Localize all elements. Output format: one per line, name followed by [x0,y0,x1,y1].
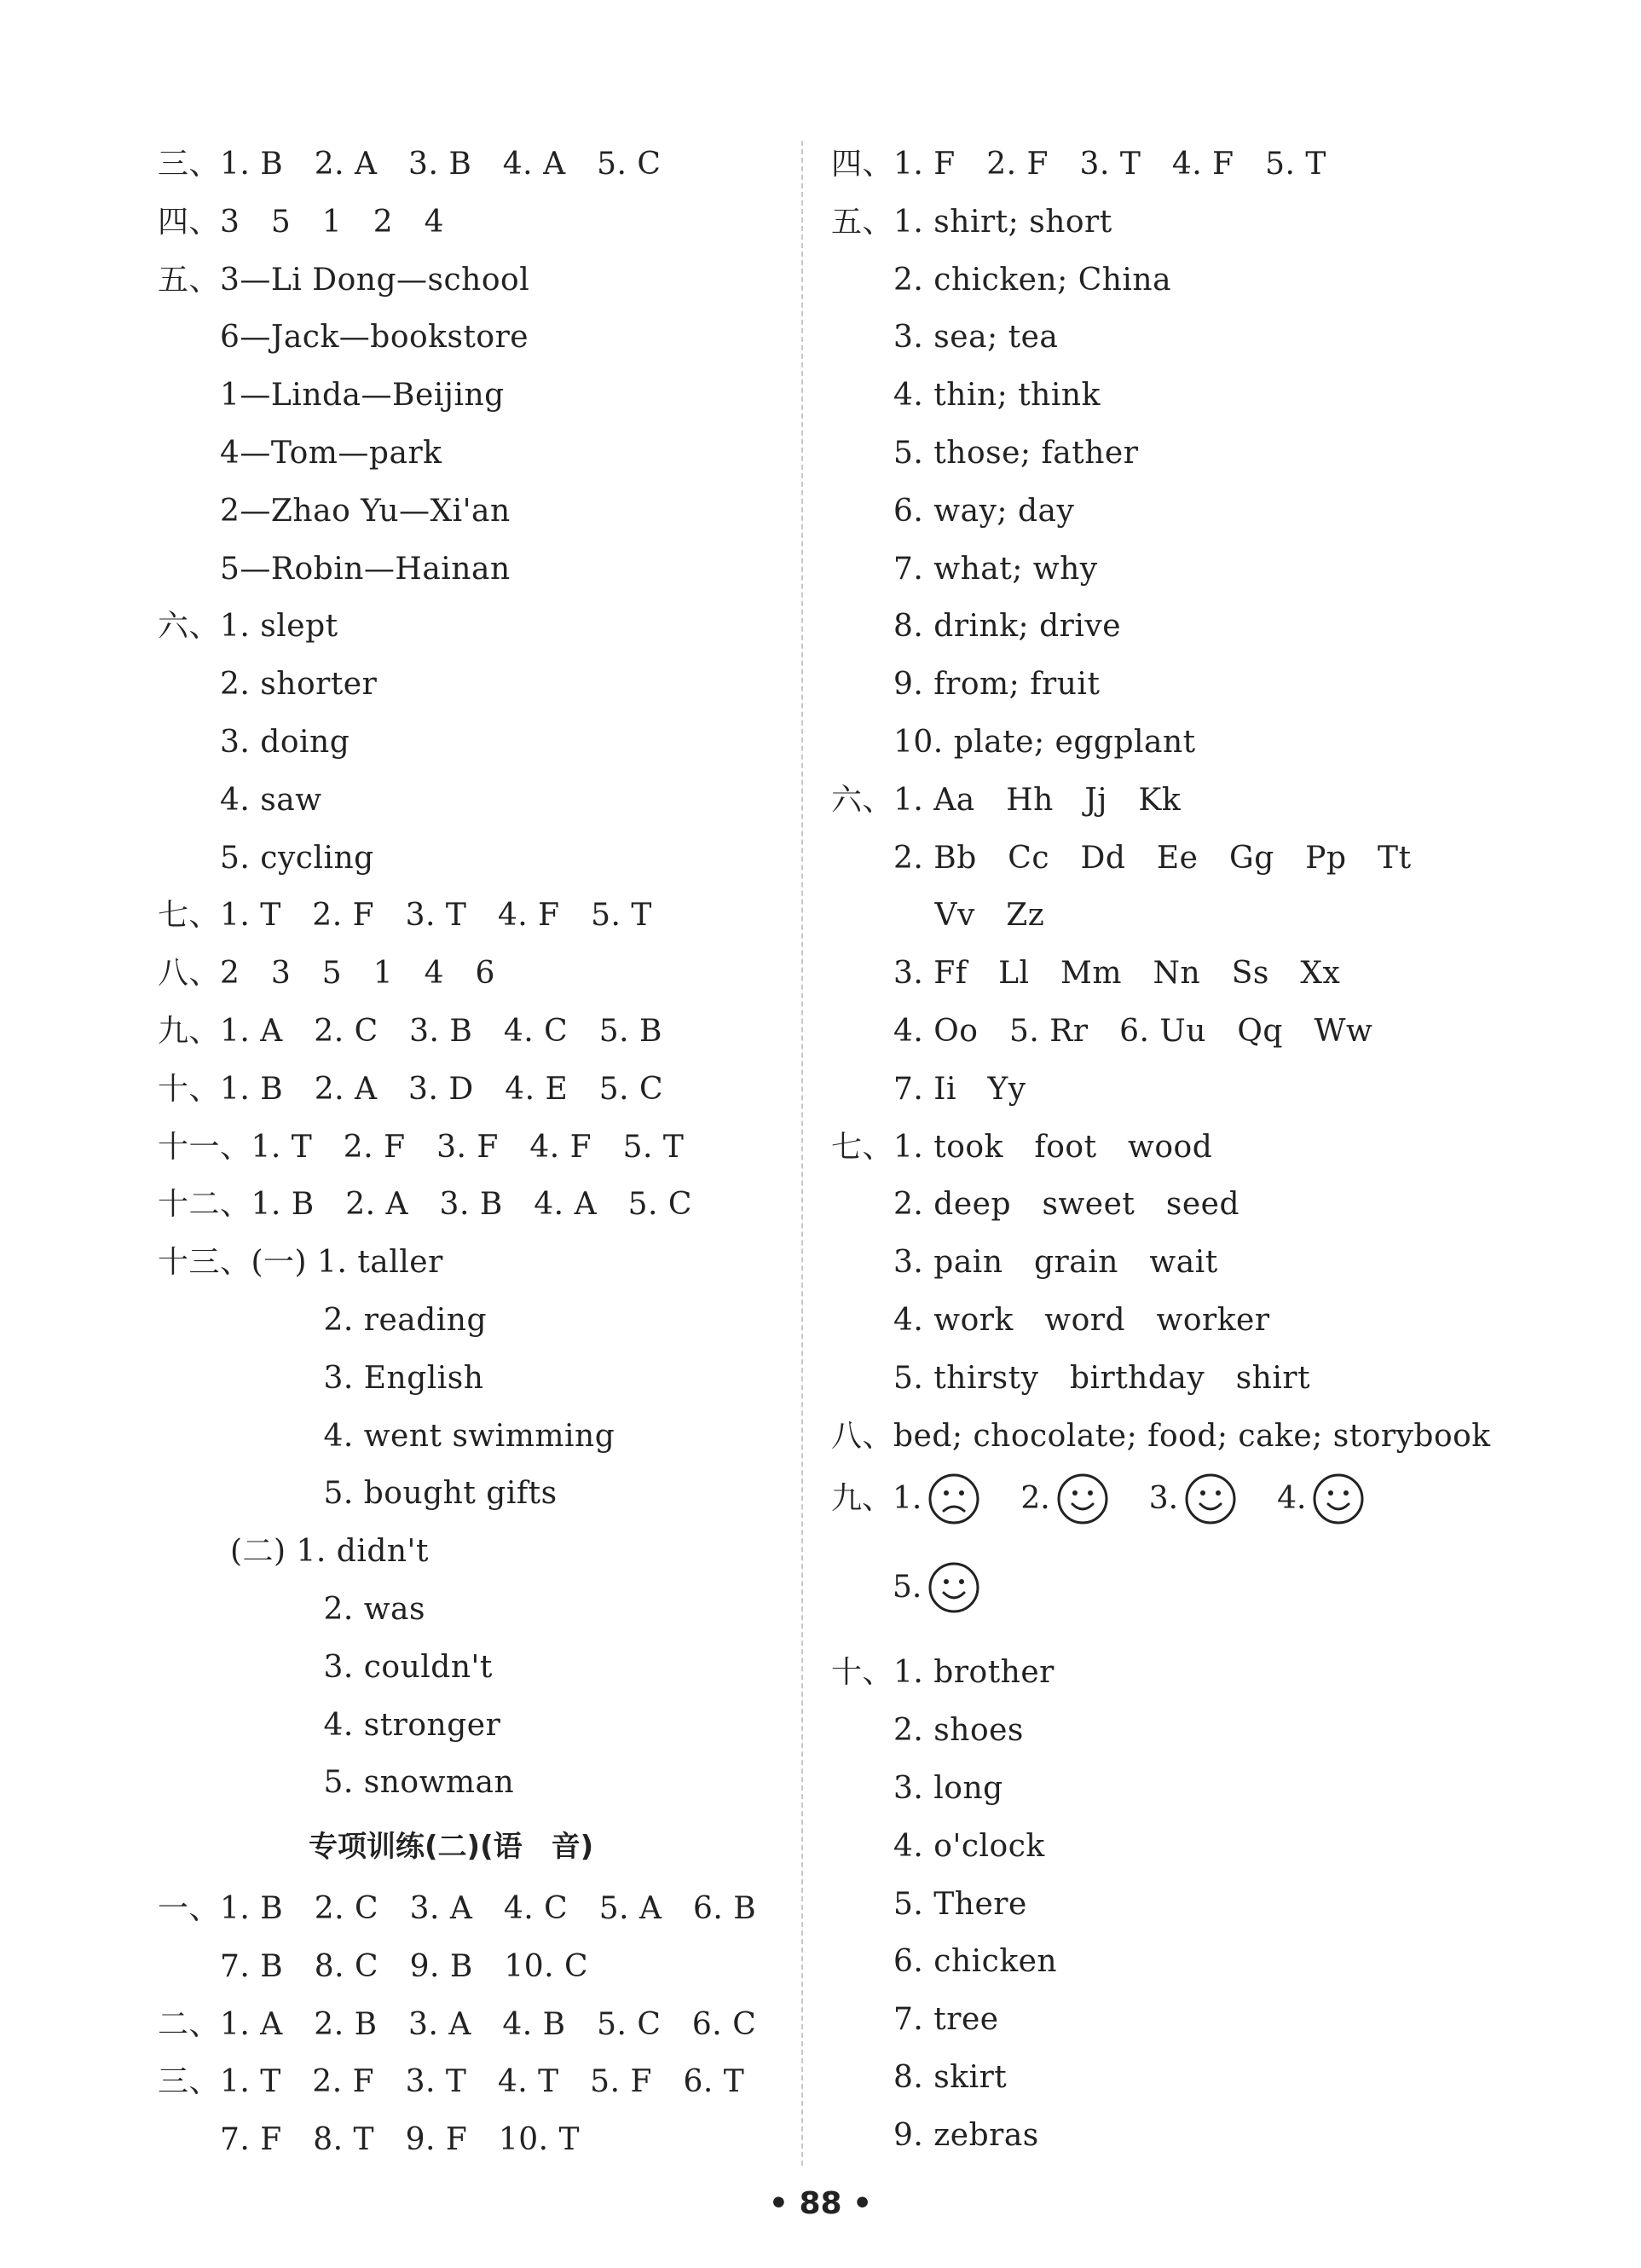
answer-line: 3. Ff Ll Mm Nn Ss Xx [831,956,1341,992]
answer-line: 2. chicken; China [831,262,1172,298]
answer-line: 4. saw [158,782,322,818]
answer-line: 五、1. shirt; short [831,204,1112,240]
smiley-face-icon [1055,1472,1110,1526]
answer-line: 3. doing [158,725,350,760]
answer-line: 5. There [831,1886,1027,1922]
answer-line: 9. zebras [831,2117,1039,2153]
face-number: 4. [1277,1481,1307,1517]
answer-line: 1—Linda—Beijing [158,378,505,414]
answer-line: 十二、1. B 2. A 3. B 4. A 5. C [158,1187,692,1223]
answer-line: 六、1. Aa Hh Jj Kk [831,782,1182,818]
answer-line: 三、1. B 2. A 3. B 4. A 5. C [158,147,662,182]
answer-line: 六、1. slept [158,609,338,645]
face-number: 1. [893,1481,922,1517]
answer-line: 2. shorter [158,667,378,703]
answer-line: 五、3—Li Dong—school [158,262,530,298]
answer-line: 4. o'clock [831,1828,1045,1864]
answer-line: Vv Zz [831,898,1045,934]
answer-line: 4. stronger [158,1707,501,1743]
answer-line: 2. Bb Cc Dd Ee Gg Pp Tt [831,840,1412,876]
answer-line: 八、bed; chocolate; food; cake; storybook [831,1418,1491,1454]
answer-line: 十三、(一) 1. taller [158,1245,443,1281]
answer-line: 十、1. B 2. A 3. D 4. E 5. C [158,1071,664,1107]
section-prefix: 九、 [831,1481,893,1517]
answer-line: 5. those; father [831,436,1139,471]
answer-line: 2. shoes [831,1713,1024,1749]
answer-line: 7. what; why [831,551,1098,587]
answer-line: 4. went swimming [158,1418,615,1454]
answer-line: 三、1. T 2. F 3. T 4. T 5. F 6. T [158,2064,745,2100]
answer-line: 2. deep sweet seed [831,1187,1239,1223]
answer-line: 七、1. took foot wood [831,1129,1213,1165]
answer-line: 5—Robin—Hainan [158,551,511,587]
answer-line: 十一、1. T 2. F 3. F 4. F 5. T [158,1129,685,1165]
answer-line: 一、1. B 2. C 3. A 4. C 5. A 6. B [158,1891,757,1926]
face-number: 2. [1020,1481,1050,1517]
answer-line: 5. thirsty birthday shirt [831,1360,1311,1396]
answer-line: 3. English [158,1360,484,1396]
answer-line: 7. Ii Yy [831,1071,1026,1107]
answer-line: 4. Oo 5. Rr 6. Uu Qq Ww [831,1014,1373,1049]
answer-line: 8. drink; drive [831,609,1122,645]
smiley-face-icon [1183,1472,1238,1526]
answer-line: 5. snowman [158,1765,515,1801]
smiley-face-icon [1311,1472,1366,1526]
answer-line: 九、1. A 2. C 3. B 4. C 5. B [158,1014,662,1049]
answer-line: 3. pain grain wait [831,1245,1218,1281]
answer-line: 八、2 3 5 1 4 6 [158,956,495,992]
faces-row [893,1559,986,1615]
answer-line: 4—Tom—park [158,436,442,471]
answer-line: (二) 1. didn't [158,1534,429,1570]
answer-line: 5. bought gifts [158,1476,558,1512]
face-number: 3. [1148,1481,1179,1517]
faces-row [831,1470,1371,1526]
answer-line: 4. work word worker [831,1303,1270,1338]
answer-line: 10. plate; eggplant [831,725,1196,760]
face-number: 5. [893,1570,922,1606]
answer-line: 2. reading [158,1303,488,1338]
answer-line: 7. B 8. C 9. B 10. C [158,1948,589,1984]
smiley-face-icon [927,1560,981,1615]
answer-line: 6. way; day [831,493,1075,529]
answer-line: 2—Zhao Yu—Xi'an [158,493,511,529]
answer-line: 3. long [831,1771,1003,1806]
answer-line: 4. thin; think [831,378,1101,414]
answer-line: 7. F 8. T 9. F 10. T [158,2122,581,2158]
answer-line: 9. from; fruit [831,667,1101,703]
answer-line: 四、3 5 1 2 4 [158,204,445,240]
page-number: • 88 • [768,2186,873,2221]
answer-line: 5. cycling [158,840,374,876]
answer-line: 3. couldn't [158,1649,493,1685]
column-divider [801,141,803,2166]
answer-line: 十、1. brother [831,1655,1055,1691]
answer-line: 6. chicken [831,1944,1058,1980]
answer-line: 6—Jack—bookstore [158,320,529,356]
answer-line: 3. sea; tea [831,320,1059,356]
answer-line: 2. was [158,1592,425,1627]
sad-face-icon [927,1472,981,1526]
answer-line: 七、1. T 2. F 3. T 4. F 5. T [158,898,652,934]
answer-line: 7. tree [831,2002,999,2038]
section-heading: 专项训练(二)(语 音) [309,1830,594,1865]
answer-line: 8. skirt [831,2060,1008,2095]
answer-line: 四、1. F 2. F 3. T 4. F 5. T [831,147,1326,182]
answer-line: 二、1. A 2. B 3. A 4. B 5. C 6. C [158,2006,757,2042]
